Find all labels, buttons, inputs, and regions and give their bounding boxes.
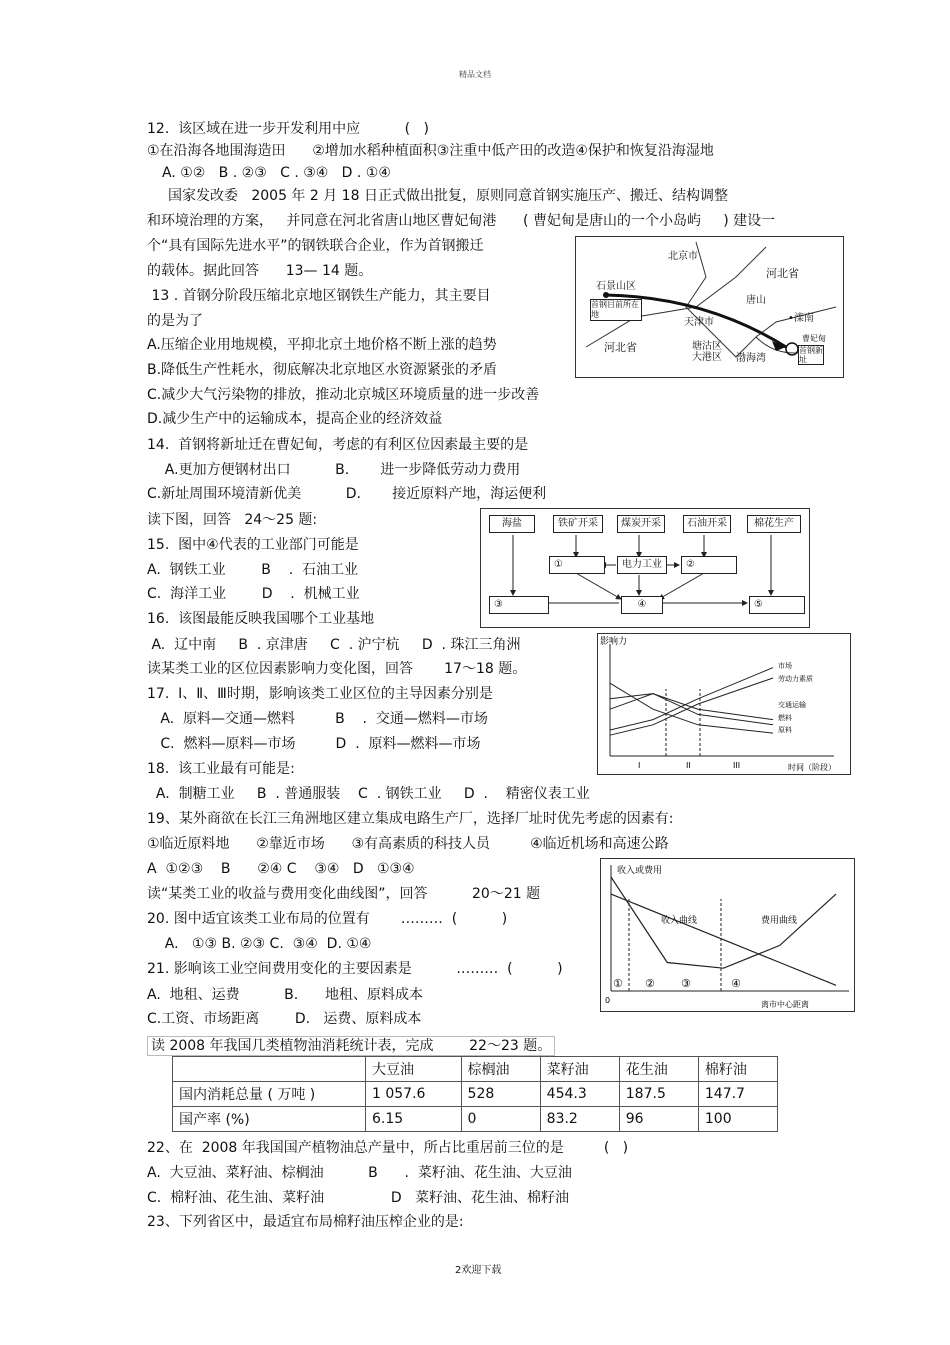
label-tanggu: 塘沽区 大港区 (692, 341, 722, 363)
chart2-origin: 0 (605, 996, 611, 1005)
passage-line-2: 和环境治理的方案， 并同意在河北省唐山地区曹妃甸港 ( 曹妃甸是唐山的一个小岛屿 ) 建设一 (147, 213, 776, 229)
chart2-zone-label: ① (613, 977, 623, 990)
label-hebei-sw: 河北省 (604, 341, 637, 354)
table-cell: 83.2 (540, 1107, 619, 1132)
q22-ab: A. 大豆油、菜籽油、棕榈油 B . 菜籽油、花生油、大豆油 (147, 1165, 572, 1181)
passage-line-4: 的载体。据此回答 13— 14 题。 (147, 263, 373, 279)
chart2-series-label: 收入曲线 (661, 916, 698, 926)
q15-ab: A. 钢铁工业 B . 石油工业 (147, 562, 359, 578)
read-24: 读下图，回答 24～25 题: (147, 512, 318, 528)
label-bohai: 渤海湾 (736, 353, 766, 364)
q19-choices: A ①②③ B ②④ C ③④ D ①③④ (147, 861, 415, 877)
chart1-svg (598, 634, 850, 774)
table-header-cell: 花生油 (619, 1057, 698, 1082)
box-power: 电力工业 (617, 556, 667, 574)
q12: 12. 该区域在进一步开发利用中应 ( ) (147, 121, 429, 137)
chart2-series-label: 费用曲线 (761, 916, 798, 926)
label-caofeidian: 曹妃甸 (802, 334, 826, 343)
q20-options: A. ①③ B. ②③ C. ③④ D. ①④ (147, 936, 372, 952)
chart1-series-label: 燃料 (778, 714, 792, 722)
q13-cont: 的是为了 (147, 313, 203, 329)
table-cell: 1 057.6 (366, 1082, 462, 1107)
label-hebei-ne: 河北省 (766, 267, 799, 280)
table-cell: 国内消耗总量 ( 万吨 ) (173, 1082, 366, 1107)
label-beijing: 北京市 (668, 251, 698, 262)
q22-cd: C. 棉籽油、花生油、菜籽油 D 菜籽油、花生油、棉籽油 (147, 1190, 570, 1206)
table-row (173, 1082, 778, 1107)
chart1-series-label: 交通运输 (778, 701, 806, 709)
chart1-period-label: I (638, 761, 641, 770)
q14-cd: C.新址周围环境清新优美 D. 接近原料产地，海运便利 (147, 486, 547, 502)
page-header: 精品文档 (459, 70, 491, 79)
chart1-series-label: 市场 (778, 662, 792, 670)
label-shougang: 首钢目前所在地 (590, 299, 642, 321)
table-cell: 100 (698, 1107, 777, 1132)
q15-cd: C. 海洋工业 D . 机械工业 (147, 586, 360, 602)
q21: 21. 影响该工业空间费用变化的主要因素是 ……… ( ) (147, 961, 563, 977)
passage-line-3: 个“具有国际先进水平”的钢铁联合企业，作为首钢搬迁 (147, 238, 484, 254)
q15: 15. 图中④代表的工业部门可能是 (147, 537, 359, 553)
box-coal-mining: 煤炭开采 (617, 515, 665, 533)
chart2-zone-label: ② (645, 977, 655, 990)
q20: 20. 图中适宜该类工业布局的位置有 ……… ( ) (147, 911, 508, 927)
q13-b: B.降低生产性耗水，彻底解决北京地区水资源紧张的矛盾 (147, 362, 498, 378)
table-header-cell: 棉籽油 (698, 1057, 777, 1082)
q23: 23、下列省区中，最适宜布局棉籽油压榨企业的是: (147, 1214, 464, 1230)
chart1-period-label: II (686, 761, 691, 770)
q19: 19、某外商欲在长江三角洲地区建立集成电路生产厂，选择厂址时优先考虑的因素有: (147, 811, 674, 827)
table-cell: 454.3 (540, 1082, 619, 1107)
box-iron-mining: 铁矿开采 (553, 515, 603, 533)
box-1: ① (549, 556, 605, 574)
chart1-period-label: III (733, 761, 741, 770)
label-luannan: •滦南 (788, 313, 814, 324)
passage-line-1: 国家发改委 2005 年 2 月 18 日正式做出批复，原则同意首钢实施压产、搬迁、结构调整 (168, 188, 728, 204)
q16: 16. 该图最能反映我国哪个工业基地 (147, 611, 375, 627)
chart2-zone-label: ④ (731, 977, 741, 990)
read-20: 读“某类工业的收益与费用变化曲线图”，回答 20～21 题 (147, 886, 541, 902)
chart1-series-line (610, 683, 773, 733)
location-factor-chart (597, 633, 851, 775)
box-3: ③ (489, 596, 549, 614)
table-cell: 6.15 (366, 1107, 462, 1132)
q12-choices: A. ①② B . ②③ C . ③④ D . ①④ (162, 165, 391, 181)
label-tangshan: 唐山 (746, 295, 766, 306)
q13-a: A.压缩企业用地规模，平抑北京土地价格不断上涨的趋势 (147, 337, 497, 353)
chart2-zone-label: ③ (681, 977, 691, 990)
chart1-ylabel: 影响力 (600, 637, 628, 647)
table-row (173, 1107, 778, 1132)
revenue-cost-chart (600, 858, 855, 1012)
chart1-xlabel: 时间（阶段） (788, 763, 836, 772)
chart2-ylabel: 收入或费用 (617, 866, 663, 876)
box-2: ② (681, 556, 737, 574)
read-17: 读某类工业的区位因素影响力变化图，回答 17～18 题。 (147, 661, 527, 677)
q18-options: A. 制糖工业 B . 普通服装 C . 钢铁工业 D . 精密仪表工业 (147, 786, 590, 802)
chart1-series-line (610, 668, 773, 730)
table-cell: 国产率 (%) (173, 1107, 366, 1132)
chart2-svg (601, 859, 854, 1011)
q16-options: A. 辽中南 B . 京津唐 C . 沪宁杭 D . 珠江三角洲 (147, 637, 521, 653)
table-cell: 147.7 (698, 1082, 777, 1107)
q14: 14. 首钢将新址迁在曹妃甸，考虑的有利区位因素最主要的是 (147, 437, 529, 453)
label-shijingshan: 石景山区 (596, 281, 636, 292)
read-22: 读 2008 年我国几类植物油消耗统计表，完成 22～23 题。 (147, 1036, 555, 1056)
q17-cd: C. 燃料—原料—市场 D . 原料—燃料—市场 (147, 736, 481, 752)
industry-flow-diagram (480, 508, 810, 628)
table-header-cell (173, 1057, 366, 1082)
table-header-row (173, 1057, 778, 1082)
relocation-map (575, 236, 844, 378)
chart1-series-label: 原料 (778, 726, 792, 734)
q14-ab: A.更加方便钢材出口 B. 进一步降低劳动力费用 (147, 462, 521, 478)
table-header-cell: 大豆油 (366, 1057, 462, 1082)
page-footer: 2欢迎下载 (455, 1265, 502, 1276)
q21-ab: A. 地租、运费 B. 地租、原料成本 (147, 987, 423, 1003)
oil-consumption-table (172, 1056, 778, 1132)
box-oil-mining: 石油开采 (683, 515, 731, 533)
q13: 13 . 首钢分阶段压缩北京地区钢铁生产能力，其主要目 (147, 288, 491, 304)
box-5: ⑤ (749, 596, 805, 614)
label-tianjin: 天津市 (684, 317, 714, 328)
q21-cd: C.工资、市场距离 D. 运费、原料成本 (147, 1011, 422, 1027)
chart2-series-line (611, 877, 836, 968)
q18: 18. 该工业最有可能是: (147, 761, 295, 777)
table-cell: 187.5 (619, 1082, 698, 1107)
chart2-xlabel: 离市中心距离 (761, 1000, 809, 1009)
label-newsite: 首钢新址 (799, 346, 823, 364)
q13-d: D.减少生产中的运输成本，提高企业的经济效益 (147, 411, 443, 427)
q19-options: ①临近原料地 ②靠近市场 ③有高素质的科技人员 ④临近机场和高速公路 (147, 836, 669, 852)
table-header-cell: 菜籽油 (540, 1057, 619, 1082)
q13-c: C.减少大气污染物的排放，推动北京城区环境质量的进一步改善 (147, 387, 540, 403)
table-cell: 0 (461, 1107, 540, 1132)
table-header-cell: 棕榈油 (461, 1057, 540, 1082)
table-cell: 528 (461, 1082, 540, 1107)
chart2-series-line (611, 894, 836, 985)
q22: 22、在 2008 年我国国产植物油总产量中，所占比重居前三位的是 ( ) (147, 1140, 629, 1156)
q12-options: ①在沿海各地围海造田 ②增加水稻种植面积③注重中低产田的改造④保护和恢复沿海湿地 (147, 143, 714, 159)
chart1-series-label: 劳动力素质 (778, 675, 813, 683)
box-cotton: 棉花生产 (747, 515, 801, 533)
box-4: ④ (621, 596, 663, 614)
q17: 17. Ⅰ、Ⅱ、Ⅲ时期，影响该类工业区位的主导因素分别是 (147, 686, 493, 702)
table-cell: 96 (619, 1107, 698, 1132)
q17-ab: A. 原料—交通—燃料 B . 交通—燃料—市场 (147, 711, 488, 727)
box-sea-salt: 海盐 (489, 515, 535, 533)
